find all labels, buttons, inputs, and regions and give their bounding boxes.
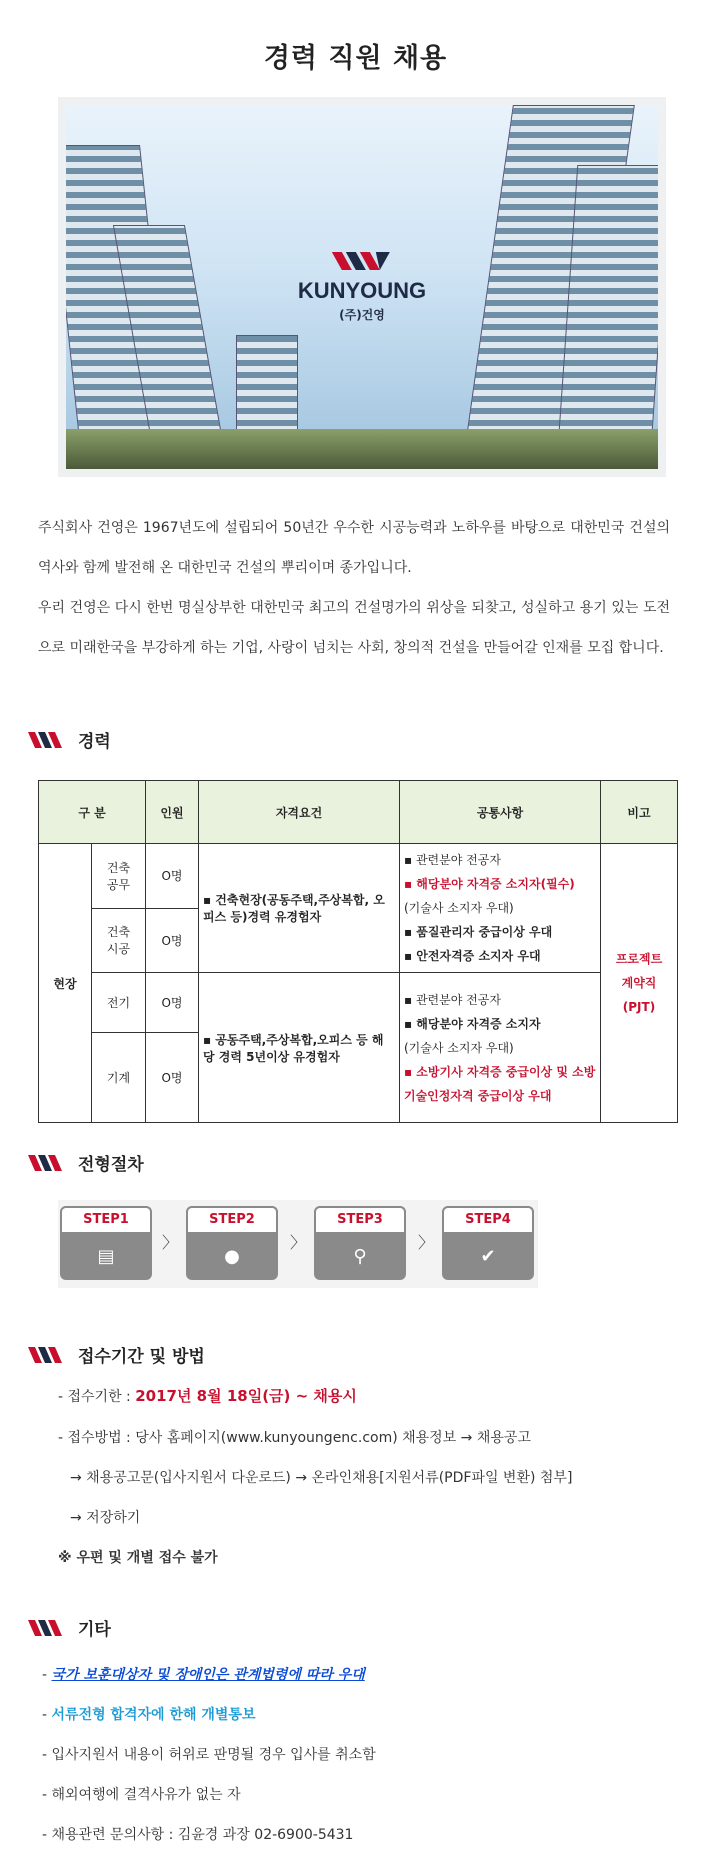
magnifier-icon: ⚲ xyxy=(353,1245,367,1267)
etc-item-2: - 서류전형 합격자에 한해 개별통보 xyxy=(42,1707,256,1723)
section-period xyxy=(28,1342,205,1367)
company-logo xyxy=(298,248,426,323)
common-line: (기술사 소지자 우대) xyxy=(404,1040,514,1055)
section-process-title: 전형절차 xyxy=(78,1155,144,1175)
career-table xyxy=(38,780,678,1123)
step-label: STEP4 xyxy=(442,1206,534,1232)
common-cell xyxy=(400,844,601,973)
section-bullet-icon xyxy=(28,1153,66,1173)
field-cell: 기계 xyxy=(92,1033,146,1123)
common-line: ▪ 관련분야 전공자 xyxy=(404,853,501,867)
page-title: 경력 직원 채용 xyxy=(263,43,448,74)
field-cell: 전기 xyxy=(92,973,146,1033)
header-count: 인원 xyxy=(146,781,199,844)
arrow-icon: 〉 xyxy=(162,1233,179,1252)
etc-item-1: - 국가 보훈대상자 및 장애인은 관계법령에 따라 우대 xyxy=(42,1667,365,1683)
section-career-title: 경력 xyxy=(78,732,111,752)
table-row xyxy=(39,973,678,1033)
hero-image xyxy=(58,97,666,477)
deadline-label: - 접수기한 : xyxy=(58,1389,136,1405)
section-etc-title: 기타 xyxy=(78,1620,111,1640)
arrow-icon: 〉 xyxy=(290,1233,307,1252)
kunyoung-logo-icon xyxy=(332,248,392,274)
step-4 xyxy=(442,1206,534,1280)
step-2 xyxy=(186,1206,278,1280)
common-line: ▪ 해당분야 자격증 소지자(필수) xyxy=(404,877,575,891)
logo-subtext: (주)건영 xyxy=(339,308,385,322)
method-line-2: → 채용공고문(입사지원서 다운로드) → 온라인채용[지원서류(PDF파일 변환) 첨부] xyxy=(70,1470,573,1486)
deadline-line xyxy=(58,1385,357,1406)
section-bullet-icon xyxy=(28,1618,66,1638)
person-icon: ● xyxy=(224,1245,240,1267)
header-common: 공통사항 xyxy=(400,781,601,844)
step-label: STEP1 xyxy=(60,1206,152,1232)
logo-text: KUNYOUNG xyxy=(297,278,427,303)
etc-item-5: - 채용관련 문의사항 : 김윤경 과장 02-6900-5431 xyxy=(42,1827,354,1843)
deadline-value: 2017년 8월 18일(금) ~ 채용시 xyxy=(135,1387,357,1405)
etc-item-3: - 입사지원서 내용이 허위로 판명될 경우 입사를 취소함 xyxy=(42,1747,376,1763)
etc-item-2-text: 서류전형 합격자에 한해 개별통보 xyxy=(51,1707,256,1723)
step-label: STEP3 xyxy=(314,1206,406,1232)
document-icon: ▤ xyxy=(97,1245,115,1267)
group-cell: 현장 xyxy=(39,844,92,1123)
process-steps xyxy=(58,1200,538,1288)
step-3 xyxy=(314,1206,406,1280)
common-line: ▪ 해당분야 자격증 소지자 xyxy=(404,1016,541,1031)
section-process xyxy=(28,1150,144,1175)
common-cell xyxy=(400,973,601,1123)
count-cell: O명 xyxy=(146,844,199,909)
method-line-3: → 저장하기 xyxy=(70,1510,141,1526)
field-cell: 건축 시공 xyxy=(92,908,146,973)
common-line: (기술사 소지자 우대) xyxy=(404,901,514,915)
etc-item-1-text: 국가 보훈대상자 및 장애인은 관계법령에 따라 우대 xyxy=(51,1667,365,1683)
field-cell: 건축 공무 xyxy=(92,844,146,909)
common-line: ▪ 소방기사 자격증 중급이상 및 소방기술인정자격 중급이상 우대 xyxy=(404,1064,596,1103)
count-cell: O명 xyxy=(146,973,199,1033)
step-label: STEP2 xyxy=(186,1206,278,1232)
common-line: ▪ 품질관리자 중급이상 우대 xyxy=(404,925,553,939)
count-cell: O명 xyxy=(146,1033,199,1123)
ribbon-icon: ✔ xyxy=(480,1245,496,1267)
count-cell: O명 xyxy=(146,908,199,973)
section-period-title: 접수기간 및 방법 xyxy=(78,1347,205,1367)
header-note: 비고 xyxy=(601,781,678,844)
section-career xyxy=(28,727,111,752)
notice-line: ※ 우편 및 개별 접수 불가 xyxy=(58,1550,218,1566)
requirement-cell: ▪ 건축현장(공동주택,주상복합, 오피스 등)경력 유경험자 xyxy=(199,844,400,973)
section-bullet-icon xyxy=(28,730,66,750)
step-1 xyxy=(60,1206,152,1280)
method-line-1: - 접수방법 : 당사 홈페이지(www.kunyoungenc.com) 채용정보 → 채용공고 xyxy=(58,1430,531,1446)
intro-paragraph-1: 주식회사 건영은 1967년도에 설립되어 50년간 우수한 시공능력과 노하우를 바탕으로 대한민국 건설의 역사와 함께 발전해 온 대한민국 건설의 뿌리이며 종가입니다. xyxy=(38,520,670,576)
section-etc xyxy=(28,1615,111,1640)
table-row xyxy=(39,844,678,909)
note-cell: 프로젝트 계약직 (PJT) xyxy=(601,844,678,1123)
etc-item-4: - 해외여행에 결격사유가 없는 자 xyxy=(42,1787,241,1803)
section-bullet-icon xyxy=(28,1345,66,1365)
common-line: ▪ 관련분야 전공자 xyxy=(404,992,501,1007)
arrow-icon: 〉 xyxy=(418,1233,435,1252)
header-requirements: 자격요건 xyxy=(199,781,400,844)
header-category: 구 분 xyxy=(39,781,146,844)
common-line: ▪ 안전자격증 소지자 우대 xyxy=(404,949,541,963)
intro-text xyxy=(38,508,670,668)
requirement-cell: ▪ 공동주택,주상복합,오피스 등 해당 경력 5년이상 유경험자 xyxy=(199,973,400,1123)
intro-paragraph-2: 우리 건영은 다시 한번 명실상부한 대한민국 최고의 건설명가의 위상을 되찾고, 성실하고 용기 있는 도전으로 미래한국을 부강하게 하는 기업, 사랑이 넘치는 사회, 창의적 건설을 만들어갈 인재를 모집 합니다. xyxy=(38,600,670,656)
